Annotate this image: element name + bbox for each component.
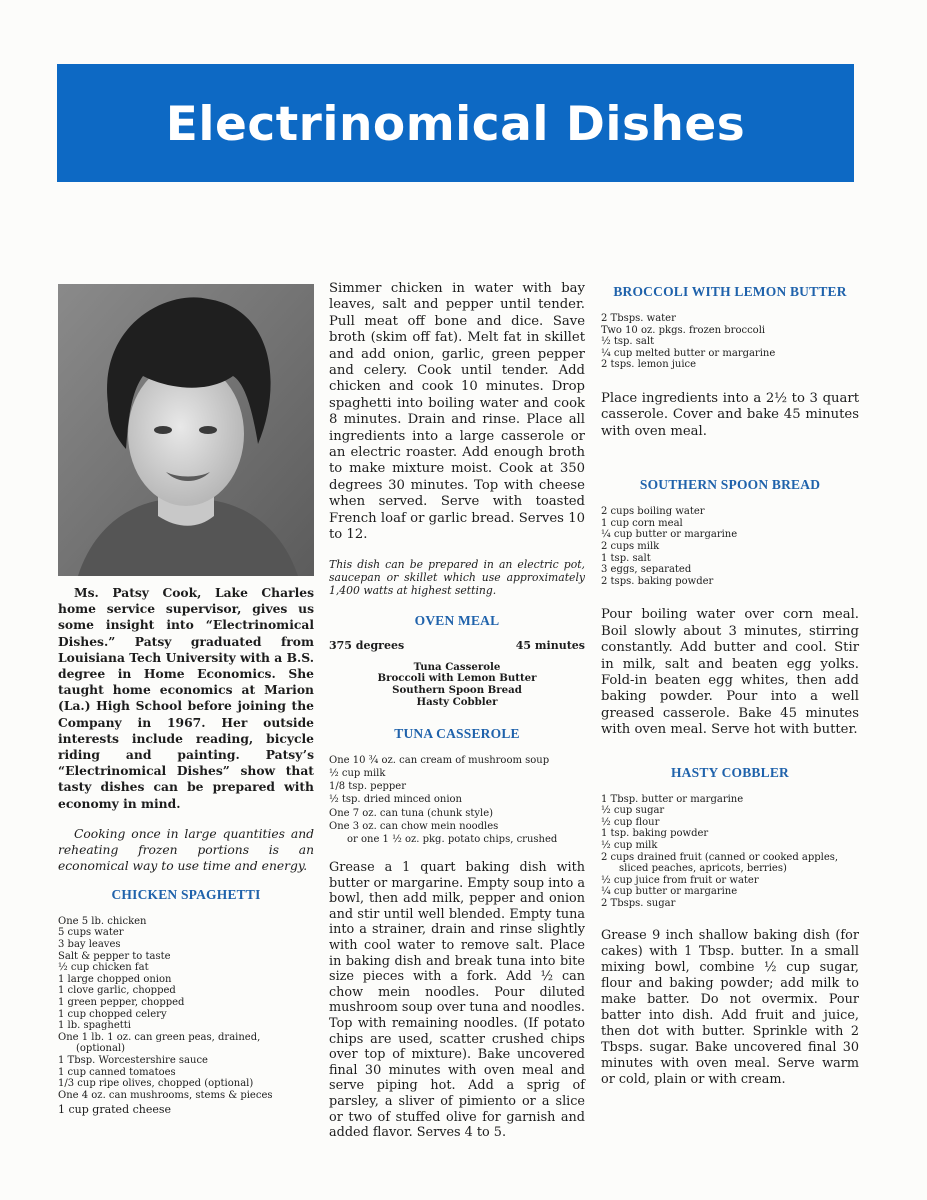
broccoli-heading: BROCCOLI WITH LEMON BUTTER <box>613 284 847 299</box>
list-item: 3 bay leaves <box>58 939 121 951</box>
list-item: 2 tsps. lemon juice <box>601 359 697 371</box>
oven-meal-heading: OVEN MEAL <box>414 612 500 628</box>
list-item: sliced peaches, apricots, berries) <box>619 863 787 875</box>
list-item: ½ cup milk <box>601 839 658 851</box>
list-item: 1 cup chopped celery <box>58 1008 167 1020</box>
list-item: 1/8 tsp. pepper <box>329 781 407 793</box>
list-item: ¼ cup butter or margarine <box>601 529 738 541</box>
spoon-bread-heading: SOUTHERN SPOON BREAD <box>639 477 821 493</box>
list-item: 1 cup corn meal <box>601 517 683 529</box>
hasty-cobbler-heading: HASTY COBBLER <box>670 764 789 780</box>
list-item: Hasty Cobbler <box>416 695 498 708</box>
broccoli-directions: Place ingredients into a 2½ to 3 quart casserole. Cover and bake 45 minutes with oven meal. <box>601 390 859 439</box>
list-item: 1 lb. spaghetti <box>58 1020 131 1032</box>
list-item: ¼ cup butter or margarine <box>601 886 738 898</box>
list-item: 2 cups drained fruit (canned or cooked apples, <box>601 851 839 863</box>
list-item: (optional) <box>76 1043 126 1055</box>
list-item: 1 Tbsp. butter or margarine <box>601 793 744 805</box>
tuna-casserole-heading: TUNA CASSEROLE <box>394 725 520 741</box>
spoon-bread-directions: Pour boiling water over corn meal. Boil slowly about 3 minutes, stirring constantly. Add butter and cool. Stir in milk, salt and beaten egg yolks. Fold-in beaten egg whites, then add baking powder. Pour into a well greased casserole. Bake 45 minutes with oven meal. Serve hot with butter. <box>601 607 859 738</box>
chicken-directions: Simmer chicken in water with bay leaves, salt and pepper until tender. Pull meat off bone and dice. Save broth (skim off fat). Melt fat in skillet and add onion, garlic, green pepper and celery. Cook until tender. Add chicken and cook 10 minutes. Drop spaghetti into boiling water and cook 8 minutes. Drain and rinse. Place all ingredients into a large casserole or an electric roaster. Add enough broth to make mixture moist. Cook at 350 degrees 30 minutes. Top with cheese when served. Serve with toasted French loaf or garlic bread. Serves 10 to 12. <box>329 281 585 543</box>
list-item: 2 Tbsps. sugar <box>601 897 676 909</box>
portrait-illustration <box>58 284 314 576</box>
list-item: ½ cup milk <box>329 767 386 779</box>
spoon-bread-ingredients-list <box>601 506 859 587</box>
list-item: 1 tsp. baking powder <box>601 828 709 840</box>
list-item: 2 cups milk <box>601 540 660 552</box>
list-item: 1/3 cup ripe olives, chopped (optional) <box>58 1078 254 1090</box>
list-item: One 1 lb. 1 oz. can green peas, drained, <box>58 1031 261 1043</box>
broccoli-ingredients-list <box>601 313 859 371</box>
oven-dishes <box>329 662 585 709</box>
list-item: 1 Tbsp. Worcestershire sauce <box>58 1054 208 1066</box>
title-banner <box>57 64 854 182</box>
italic-tip: Cooking once in large quantities and reheating frozen portions is an economical way to use time and energy. <box>58 826 314 873</box>
list-item: 1 clove garlic, chopped <box>58 985 176 997</box>
oven-time: 45 minutes <box>515 638 585 652</box>
list-item: 2 tsps. baking powder <box>601 575 714 587</box>
list-item: 1 cup canned tomatoes <box>58 1066 176 1078</box>
list-item: 3 eggs, separated <box>601 564 692 576</box>
list-item: 1 green pepper, chopped <box>58 997 185 1008</box>
page-title: Electrinomical Dishes <box>165 96 746 152</box>
oven-settings <box>329 639 585 652</box>
list-item: ½ cup juice from fruit or water <box>601 874 759 886</box>
list-item: One 4 oz. can mushrooms, stems & pieces <box>58 1089 273 1101</box>
list-item: ½ cup chicken fat <box>58 962 149 974</box>
chicken-ingredients-list <box>58 916 314 1116</box>
list-item: One 7 oz. can tuna (chunk style) <box>329 807 494 819</box>
list-item: or one 1 ½ oz. pkg. potato chips, crushed <box>347 833 558 845</box>
column-middle <box>329 281 585 1141</box>
list-item: Southern Spoon Bread <box>392 684 522 697</box>
list-item: 1 large chopped onion <box>58 973 172 985</box>
list-item: ½ tsp. salt <box>601 336 655 348</box>
list-item: 1 tsp. salt <box>601 552 651 564</box>
list-item: Tuna Casserole <box>413 660 501 673</box>
list-item: Salt & pepper to taste <box>58 950 171 962</box>
chicken-spaghetti-heading: CHICKEN SPAGHETTI <box>111 886 261 902</box>
list-item: 5 cups water <box>58 927 124 939</box>
column-left <box>58 284 314 1116</box>
column-right <box>601 284 859 1088</box>
list-item: One 10 ¾ oz. can cream of mushroom soup <box>329 754 550 766</box>
cobbler-ingredients-list <box>601 794 859 910</box>
tuna-directions: Grease a 1 quart baking dish with butter or margarine. Empty soup into a bowl, then add milk, pepper and onion and stir until well blended. Empty tuna into a strainer, drain and rinse slightly with cool water to remove salt. Place in baking dish and break tuna into bite size pieces with a fork. Add ½ can chow mein noodles. Pour diluted mushroom soup over tuna and noodles. Top with remaining noodles. (If potato chips are used, scatter crushed chips over top of mixture). Bake uncovered final 30 minutes with oven meal and serve piping hot. Add a sprig of parsley, a sliver of pimiento or a slice or two of stuffed olive for garnish and added flavor. Serves 4 to 5. <box>329 860 585 1141</box>
list-item: 2 cups boiling water <box>601 506 705 518</box>
oven-temperature: 375 degrees <box>329 638 405 652</box>
list-item: 1 cup grated cheese <box>58 1103 172 1117</box>
list-item: ½ cup sugar <box>601 805 665 817</box>
list-item: ¼ cup melted butter or margarine <box>601 347 776 359</box>
cobbler-directions: Grease 9 inch shallow baking dish (for cakes) with 1 Tbsp. butter. In a small mixing bowl, combine ½ cup sugar, flour and baking powder; add milk to make batter. Do not overmix. Pour batter into dish. Add fruit and juice, then dot with butter. Sprinkle with 2 Tbsps. sugar. Bake uncovered final 30 minutes with oven meal. Serve warm or cold, plain or with cream. <box>601 927 859 1087</box>
list-item: 2 Tbsps. water <box>601 313 676 324</box>
list-item: ½ cup flour <box>601 816 660 828</box>
list-item: Two 10 oz. pkgs. frozen broccoli <box>601 324 766 336</box>
author-caption: Ms. Patsy Cook, Lake Charles home service supervisor, gives us some insight into “Electrinomical Dishes.” Patsy graduated from Louisiana Tech University with a B.S. degree in Home Economics. She taught home economics at Marion (La.) High School before joining the Company in 1967. Her outside interests include reading, bicycle riding and painting. Patsy’s “Electrinomical Dishes” show that tasty dishes can be prepared with economy in mind. <box>58 585 314 811</box>
portrait-photo <box>58 284 314 576</box>
appliance-note: This dish can be prepared in an electric pot, saucepan or skillet which use approximately 1,400 watts at highest setting. <box>329 557 585 597</box>
list-item: One 3 oz. can chow mein noodles <box>329 820 499 832</box>
list-item: ½ tsp. dried minced onion <box>329 794 462 806</box>
tuna-ingredients-list <box>329 754 585 846</box>
list-item: One 5 lb. chicken <box>58 915 147 927</box>
list-item: Broccoli with Lemon Butter <box>377 672 537 685</box>
